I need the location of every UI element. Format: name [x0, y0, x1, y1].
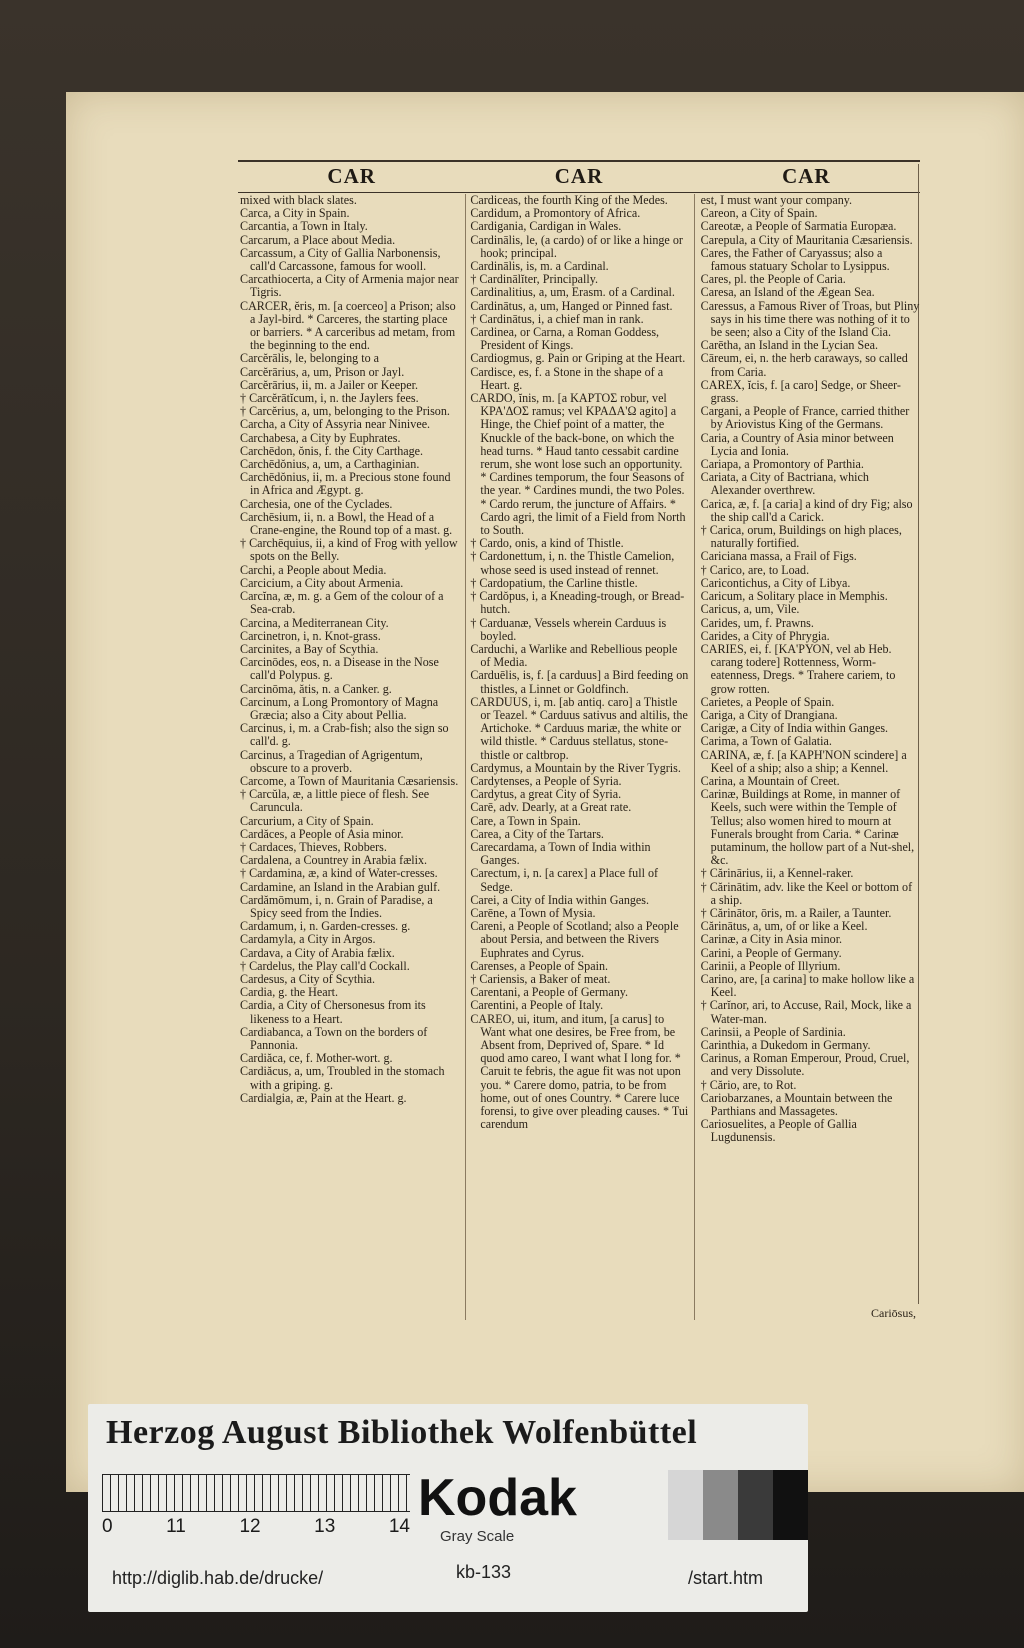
dictionary-entry: Cardisce, es, f. a Stone in the shape of a Heart. g. — [470, 364, 664, 392]
dictionary-entry: Carcurium, a City of Spain. — [240, 813, 374, 828]
dictionary-entry: Carcinus, a Tragedian of Agrigentum, obscure to a proverb. — [240, 747, 423, 775]
target-code: kb-133 — [456, 1562, 512, 1582]
dictionary-entry: Cardava, a City of Arabia fælix. — [240, 945, 395, 960]
dictionary-entry: Cardinātus, a, um, Hanged or Pinned fast. — [470, 298, 673, 313]
library-name: Herzog August Bibliothek Wolfenbüttel — [106, 1414, 698, 1451]
dictionary-entry: † Cardamina, æ, a kind of Water-cresses. — [240, 866, 438, 881]
dictionary-entry: Carcĕrālis, le, belonging to a — [240, 351, 380, 366]
dictionary-entry: Carea, a City of the Tartars. — [470, 826, 604, 841]
dictionary-entry: Carcĕrārius, a, um, Prison or Jayl. — [240, 364, 405, 379]
dictionary-entry: Cares, pl. the People of Caria. — [700, 272, 846, 287]
gray-scale-label: Gray Scale — [440, 1528, 515, 1545]
dictionary-entry: Cardiăca, ce, f. Mother-wort. g. — [240, 1051, 393, 1066]
header-right: CAR — [782, 164, 831, 188]
kodak-brand: Kodak — [418, 1469, 577, 1527]
scale-ruler — [102, 1474, 410, 1512]
dictionary-entry: Carchēdŏnius, ii, m. a Precious stone found in Africa and Ægypt. g. — [240, 470, 451, 498]
dictionary-entry: † Cardopatium, the Carline thistle. — [470, 575, 638, 590]
running-header — [238, 160, 920, 193]
dictionary-entry: Carcinōma, ătis, n. a Canker. g. — [240, 681, 392, 696]
dictionary-entry: Carima, a Town of Galatia. — [700, 734, 832, 749]
dictionary-entry: † Cărinātor, ōris, m. a Railer, a Taunter. — [700, 905, 892, 920]
dictionary-entry: Cāreum, ei, n. the herb caraways, so called from Caria. — [700, 351, 908, 379]
dictionary-entry: CAREO, ui, itum, and itum, [a carus] to Want what one desires, be Free from, be Absent from, Deprived of, Spare. * Id quod amo careo, I want what I long for. * Caruit te febris, the ague fit was not upon you. * Carere domo, patria, to be from home, out of ones Country. * Carere luce forensi, to give over pleading causes. * Tui carendum — [470, 1011, 689, 1132]
dictionary-entry: Carei, a City of India within Ganges. — [470, 892, 650, 907]
dictionary-entry: Cardiăcus, a, um, Troubled in the stomach with a griping. g. — [240, 1064, 445, 1092]
dictionary-entry: est, I must want your company. — [700, 194, 853, 207]
dictionary-entry: † Carcĕrius, a, um, belonging to the Prison. — [240, 404, 450, 419]
dictionary-entry: † Cărinārius, ii, a Kennel-raker. — [700, 866, 854, 881]
dictionary-entry: Cardidum, a Promontory of Africa. — [470, 206, 641, 221]
dictionary-entry: Carduchi, a Warlike and Rebellious people of Media. — [470, 641, 678, 670]
dictionary-entry: † Cardinālĭter, Principally. — [470, 272, 599, 287]
ruler-label: 12 — [239, 1516, 261, 1537]
dictionary-entry: Carectum, i, n. [a carex] a Place full of Sedge. — [470, 866, 659, 894]
dictionary-entry: Carduēlis, is, f. [a carduus] a Bird feeding on thistles, a Linnet or Goldfinch. — [470, 668, 689, 696]
dictionary-entry: Caricus, a, um, Vile. — [700, 602, 800, 617]
dictionary-entry: Carinsii, a People of Sardinia. — [700, 1024, 846, 1039]
dictionary-entry: Carietes, a People of Spain. — [700, 694, 835, 709]
dictionary-entry: Carecardama, a Town of India within Ganges. — [470, 839, 651, 868]
dictionary-entry: Cardia, g. the Heart. — [240, 985, 339, 1000]
dictionary-entry: Carēne, a Town of Mysia. — [470, 905, 596, 920]
dictionary-entry: Cardytus, a great City of Syria. — [470, 787, 622, 802]
dictionary-entry: Cares, the Father of Caryassus; also a famous statuary Scholar to Lysippus. — [700, 245, 890, 274]
dictionary-entry: Carcicium, a City about Armenia. — [240, 575, 404, 590]
dictionary-entry: Carchabesa, a City by Euphrates. — [240, 430, 401, 445]
dictionary-entry: Carcina, a Mediterranean City. — [240, 615, 389, 630]
ruler-label: 0 — [102, 1516, 113, 1537]
dictionary-entry: Carini, a People of Germany. — [700, 945, 842, 960]
dictionary-entry: Cardigania, Cardigan in Wales. — [470, 219, 622, 234]
source-url: http://diglib.hab.de/drucke/ — [112, 1568, 324, 1588]
dictionary-entry: † Cardonettum, i, n. the Thistle Camelion, whose seed is used instead of rennet. — [470, 549, 675, 577]
dictionary-entry: Caricum, a Solitary place in Memphis. — [700, 589, 888, 604]
dictionary-entry: Cardiceas, the fourth King of the Medes. — [470, 194, 668, 207]
dictionary-entry: Careni, a People of Scotland; also a People about Persia, and between the Rivers Euphrates and Cyrus. — [470, 919, 679, 960]
dictionary-entry: † Cardaces, Thieves, Robbers. — [240, 839, 387, 854]
dictionary-entry: Carcinus, i, m. a Crab-fish; also the sign so call'd. g. — [240, 721, 449, 749]
dictionary-entry: Caricontichus, a City of Libya. — [700, 575, 851, 590]
dictionary-entry: Cariobarzanes, a Mountain between the Parthians and Massagetes. — [700, 1090, 893, 1119]
dictionary-entry: Carcantia, a Town in Italy. — [240, 219, 368, 234]
dictionary-entry: † Cardelus, the Play call'd Cockall. — [240, 958, 410, 973]
dictionary-entry: Carinæ, Buildings at Rome, in manner of Keels, such were within the Temple of Tellus; also women hired to mourn at Funerals brought from Caria. * Carinæ putaminum, the hollow part of a Nut-shel, &c. — [700, 787, 915, 868]
ruler-label: 11 — [166, 1516, 186, 1537]
dictionary-entry: Cardalena, a Countrey in Arabia fælix. — [240, 853, 428, 868]
dictionary-entry: Cariga, a City of Drangiana. — [700, 707, 838, 722]
dictionary-entry: † Carcĕrātĭcum, i, n. the Jaylers fees. — [240, 391, 419, 406]
dictionary-entry: Carchesia, one of the Cyclades. — [240, 496, 393, 511]
ruler-label: 14 — [388, 1516, 410, 1537]
ruler-labels — [102, 1516, 410, 1538]
dictionary-entry: Cardinālis, le, (a cardo) of or like a hinge or hook; principal. — [470, 232, 683, 260]
dictionary-entry: † Carica, orum, Buildings on high places, naturally fortified. — [700, 523, 902, 551]
dictionary-entry: Cardesus, a City of Scythia. — [240, 971, 376, 986]
source-url-tail: /start.htm — [688, 1568, 764, 1588]
dictionary-entry: Carchi, a People about Media. — [240, 562, 387, 577]
catchword: Cariōsus, — [871, 1306, 916, 1320]
dictionary-entry: Carcinōdes, eos, n. a Disease in the Nose call'd Polypus. g. — [240, 655, 439, 683]
dictionary-entry: † Carĭnor, ari, to Accuse, Rail, Mock, like a Water-man. — [700, 998, 912, 1026]
dictionary-entry: CARINA, æ, f. [a ΚΑΡΗ'ΝΟΝ scindere] a Keel of a ship; also a ship; a Kennel. — [700, 747, 907, 775]
dictionary-entry: Cardiabanca, a Town on the borders of Pannonia. — [240, 1024, 428, 1052]
dictionary-entry: † Cardŏpus, i, a Kneading-trough, or Bread-hutch. — [470, 589, 685, 617]
dictionary-entry: Carcĭna, æ, m. g. a Gem of the colour of a Sea-crab. — [240, 589, 444, 617]
dictionary-entry: Carcinites, a Bay of Scythia. — [240, 641, 379, 656]
dictionary-entry: CARCER, ĕris, m. [a coerceo] a Prison; also a Jayl-bird. * Carceres, the starting place or barriers. * A carceribus ad metam, from the beginning to the end. — [240, 298, 456, 353]
dictionary-entry: Carētha, an Island in the Lycian Sea. — [700, 338, 878, 353]
dictionary-entry: † Cărinātim, adv. like the Keel or bottom of a ship. — [700, 879, 913, 907]
dictionary-entry: mixed with black slates. — [240, 194, 357, 207]
dictionary-entry: Carca, a City in Spain. — [240, 206, 350, 221]
dictionary-entry: Cardialgia, æ, Pain at the Heart. g. — [240, 1090, 407, 1105]
dictionary-entry: Carcinetron, i, n. Knot-grass. — [240, 628, 381, 643]
dictionary-entry: Carica, æ, f. [a caria] a kind of dry Fig; also the ship call'd a Carick. — [700, 496, 913, 524]
dictionary-entry: Carino, are, [a carina] to make hollow like a Keel. — [700, 971, 915, 1000]
dictionary-entry: Carentani, a People of Germany. — [470, 985, 629, 1000]
dictionary-entry: Cardamine, an Island in the Arabian gulf. — [240, 879, 441, 894]
dictionary-entry: Caressus, a Famous River of Troas, but Pliny says in his time there was nothing of it to be seen; also a City of the Island Cia. — [700, 298, 920, 340]
dictionary-entry: † Cărio, are, to Rot. — [700, 1077, 797, 1092]
library-target-strip — [88, 1404, 808, 1612]
column-1 — [240, 194, 459, 1320]
dictionary-entry: Cardămōmum, i, n. Grain of Paradise, a Spicy seed from the Indies. — [240, 892, 433, 920]
dictionary-entry: Carcathiocerta, a City of Armenia major near Tigris. — [240, 272, 459, 300]
dictionary-entry: Cardamum, i, n. Garden-cresses. g. — [240, 919, 411, 934]
dictionary-entry: Carcĕrārius, ii, m. a Jailer or Keeper. — [240, 377, 418, 392]
header-left: CAR — [327, 164, 376, 188]
dictionary-entry: † Carcŭla, æ, a little piece of flesh. See Caruncula. — [240, 787, 430, 815]
dictionary-entry: CAREX, ĭcis, f. [a caro] Sedge, or Sheer-grass. — [700, 377, 901, 406]
dictionary-entry: Caria, a Country of Asia minor between Lycia and Ionia. — [700, 430, 894, 458]
dictionary-entry: Cardamyla, a City in Argos. — [240, 932, 376, 947]
dictionary-entry: Carinæ, a City in Asia minor. — [700, 932, 843, 947]
dictionary-entry: Cărinātus, a, um, of or like a Keel. — [700, 919, 868, 934]
ruler-label: 13 — [314, 1516, 336, 1537]
dictionary-entry: Carchēsium, ii, n. a Bowl, the Head of a Crane-engine, the Round top of a mast. g. — [240, 509, 453, 538]
dictionary-entry: Care, a Town in Spain. — [470, 813, 581, 828]
dictionary-entry: Cariata, a City of Bactriana, which Alexander overthrew. — [700, 470, 869, 498]
dictionary-entry: Carcarum, a Place about Media. — [240, 232, 396, 247]
dictionary-entry: Cardinalitius, a, um, Erasm. of a Cardinal. — [470, 285, 675, 300]
dictionary-entry: Carides, a City of Phrygia. — [700, 628, 830, 643]
dictionary-entry: † Cardinātus, i, a chief man in rank. — [470, 311, 644, 326]
dictionary-entry: Cariapa, a Promontory of Parthia. — [700, 457, 864, 472]
dictionary-entry: Careotæ, a People of Sarmatia Europæa. — [700, 219, 897, 234]
dictionary-entry: † Carduanæ, Vessels wherein Carduus is boyled. — [470, 615, 667, 643]
dictionary-entry: Carcassum, a City of Gallia Narbonensis, call'd Carcassone, famous for wooll. — [240, 245, 441, 274]
dictionary-entry: Carcome, a Town of Mauritania Cæsariensis. — [240, 773, 459, 788]
dictionary-entry: Cardinālis, is, m. a Cardinal. — [470, 259, 609, 274]
dictionary-entry: Cardăces, a People of Asia minor. — [240, 826, 404, 841]
dictionary-entry: † Carchēquius, ii, a kind of Frog with yellow spots on the Belly. — [240, 536, 458, 564]
dictionary-entry: Cardinea, or Carna, a Roman Goddess, President of Kings. — [470, 325, 660, 353]
dictionary-entry: Carigæ, a City of India within Ganges. — [700, 721, 889, 736]
gray-scale-patches — [668, 1470, 808, 1540]
header-middle: CAR — [554, 164, 604, 188]
dictionary-entry: Cardytenses, a People of Syria. — [470, 773, 622, 788]
dictionary-entry: Carcinum, a Long Promontory of Magna Græcia; also a City about Pellia. — [240, 694, 439, 722]
dictionary-entry: Cardiogmus, g. Pain or Griping at the Heart. — [470, 351, 686, 366]
dictionary-entry: Cargani, a People of France, carried thither by Ariovistus King of the Germans. — [700, 404, 910, 432]
dictionary-entry: Carinus, a Roman Emperour, Proud, Cruel, and very Dissolute. — [700, 1051, 910, 1079]
dictionary-entry: Carchēdon, ŏnis, f. the City Carthage. — [240, 443, 424, 458]
dictionary-entry: † Carico, are, to Load. — [700, 562, 810, 577]
dictionary-entry: Carenses, a People of Spain. — [470, 958, 609, 973]
dictionary-entry: Carepula, a City of Mauritania Cæsariensis. — [700, 232, 913, 247]
column-3 — [701, 194, 920, 1320]
column-2 — [465, 194, 694, 1320]
dictionary-entry: Carinii, a People of Illyrium. — [700, 958, 841, 973]
dictionary-entry: Caresa, an Island of the Ægean Sea. — [700, 285, 875, 300]
dictionary-entry: Cardymus, a Mountain by the River Tygris. — [470, 760, 681, 775]
dictionary-entry: CARDUUS, i, m. [ab antiq. caro] a Thistle or Teazel. * Carduus sativus and altilis, the Artichoke. * Carduus mariæ, the white or wild thistle. * Carduus stellatus, stone-thistle or caltbrop. — [470, 694, 688, 762]
dictionary-entry: CARDO, ĭnis, m. [a ΚΑΡΤΟΣ robur, vel ΚΡΑ'ΔΟΣ ramus; vel ΚΡΑΔΑ'Ω agito] a Hinge, the Chief point of a matter, the Knuckle of the back-bone, on which the head turns. * Haud tanto cessabit cardine rerum, she wont lose such an opportunity. * Cardines temporum, the four Seasons of the year. * Cardines mundi, the two Poles. * Cardo rerum, the juncture of Affairs. * Cardo agri, the limit of a Field from North to South. — [470, 391, 686, 538]
dictionary-entry: CARIES, ei, f. [ΚΑ'ΡΥΟΝ, vel ab Heb. carang todere] Rottenness, Worm-eatenness, Dregs. * Trahere cariem, to grow rotten. — [700, 641, 896, 696]
dictionary-entry: † Cardo, onis, a kind of Thistle. — [470, 536, 624, 551]
dictionary-columns — [240, 194, 920, 1320]
dictionary-entry: † Cariensis, a Baker of meat. — [470, 971, 611, 986]
dictionary-entry: Carchēdŏnius, a, um, a Carthaginian. — [240, 457, 420, 472]
dictionary-entry: Carides, um, f. Prawns. — [700, 615, 814, 630]
dictionary-entry: Careon, a City of Spain. — [700, 206, 818, 221]
dictionary-entry: Cariciana massa, a Frail of Figs. — [700, 549, 857, 564]
dictionary-entry: Carentini, a People of Italy. — [470, 998, 604, 1013]
dictionary-entry: Carē, adv. Dearly, at a Great rate. — [470, 800, 632, 815]
dictionary-entry: Carinthia, a Dukedom in Germany. — [700, 1038, 871, 1052]
dictionary-entry: Carina, a Mountain of Creet. — [700, 773, 840, 788]
dictionary-entry: Cariosuelites, a People of Gallia Lugdunensis. — [700, 1117, 857, 1145]
dictionary-entry: Cardia, a City of Chersonesus from its likeness to a Heart. — [240, 998, 426, 1026]
dictionary-entry: Carcha, a City of Assyria near Ninivee. — [240, 417, 431, 432]
